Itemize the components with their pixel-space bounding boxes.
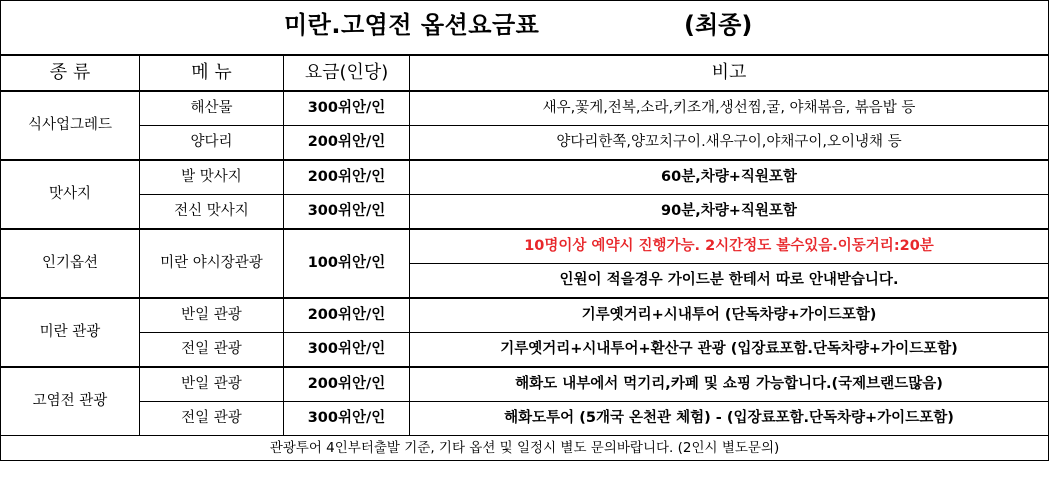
header-menu: 메 뉴 — [140, 55, 284, 91]
menu-cell: 양다리 — [140, 126, 284, 161]
page-title: 미란.고염전 옵션요금표 — [284, 11, 540, 39]
table-row — [1, 367, 1049, 402]
menu-cell: 미란 야시장관광 — [140, 229, 284, 298]
menu-cell: 전일 관광 — [140, 402, 284, 436]
note-cell: 기루옛거리+시내투어+환산구 관광 (입장료포함.단독차량+가이드포함) — [410, 333, 1049, 368]
menu-cell: 전일 관광 — [140, 333, 284, 368]
table-row — [1, 229, 1049, 264]
price-cell: 200위안/인 — [284, 298, 410, 333]
title-row — [1, 1, 1049, 56]
footer-row — [1, 436, 1049, 461]
title-cell — [1, 1, 1049, 56]
price-cell: 100위안/인 — [284, 229, 410, 298]
table-row — [1, 126, 1049, 161]
note-warning-cell: 10명이상 예약시 진행가능. 2시간정도 볼수있음.이동거리:20분 — [410, 229, 1049, 264]
price-cell: 200위안/인 — [284, 160, 410, 195]
header-note: 비고 — [410, 55, 1049, 91]
note-cell: 해화도 내부에서 먹기리,카페 및 쇼핑 가능합니다.(국제브랜드많음) — [410, 367, 1049, 402]
table-row — [1, 160, 1049, 195]
type-cell: 고염전 관광 — [1, 367, 140, 436]
header-price: 요금(인당) — [284, 55, 410, 91]
table-row — [1, 91, 1049, 126]
menu-cell: 전신 맛사지 — [140, 195, 284, 230]
table-row — [1, 402, 1049, 436]
final-label: (최종) — [684, 11, 753, 39]
type-cell: 미란 관광 — [1, 298, 140, 367]
note-cell: 새우,꽃게,전복,소라,키조개,생선찜,굴, 야채볶음, 볶음밥 등 — [410, 91, 1049, 126]
menu-cell: 해산물 — [140, 91, 284, 126]
table-row — [1, 298, 1049, 333]
note-cell: 60분,차량+직원포함 — [410, 160, 1049, 195]
price-cell: 200위안/인 — [284, 126, 410, 161]
menu-cell: 발 맛사지 — [140, 160, 284, 195]
note-cell: 인원이 적을경우 가이드분 한테서 따로 안내받습니다. — [410, 264, 1049, 299]
type-cell: 식사업그레드 — [1, 91, 140, 160]
footer-note: 관광투어 4인부터출발 기준, 기타 옵션 및 일정시 별도 문의바랍니다. (2인시 별도문의) — [1, 436, 1049, 461]
price-cell: 300위안/인 — [284, 91, 410, 126]
price-cell: 300위안/인 — [284, 195, 410, 230]
note-cell: 90분,차량+직원포함 — [410, 195, 1049, 230]
note-cell: 양다리한쪽,양꼬치구이.새우구이,야채구이,오이냉채 등 — [410, 126, 1049, 161]
menu-cell: 반일 관광 — [140, 367, 284, 402]
note-cell: 기루옛거리+시내투어 (단독차량+가이드포함) — [410, 298, 1049, 333]
menu-cell: 반일 관광 — [140, 298, 284, 333]
note-cell: 해화도투어 (5개국 온천관 체험) - (입장료포함.단독차량+가이드포함) — [410, 402, 1049, 436]
price-cell: 200위안/인 — [284, 367, 410, 402]
table-row — [1, 195, 1049, 230]
price-cell: 300위안/인 — [284, 402, 410, 436]
type-cell: 맛사지 — [1, 160, 140, 229]
header-row — [1, 55, 1049, 91]
header-type: 종 류 — [1, 55, 140, 91]
price-cell: 300위안/인 — [284, 333, 410, 368]
type-cell: 인기옵션 — [1, 229, 140, 298]
table-row — [1, 333, 1049, 368]
